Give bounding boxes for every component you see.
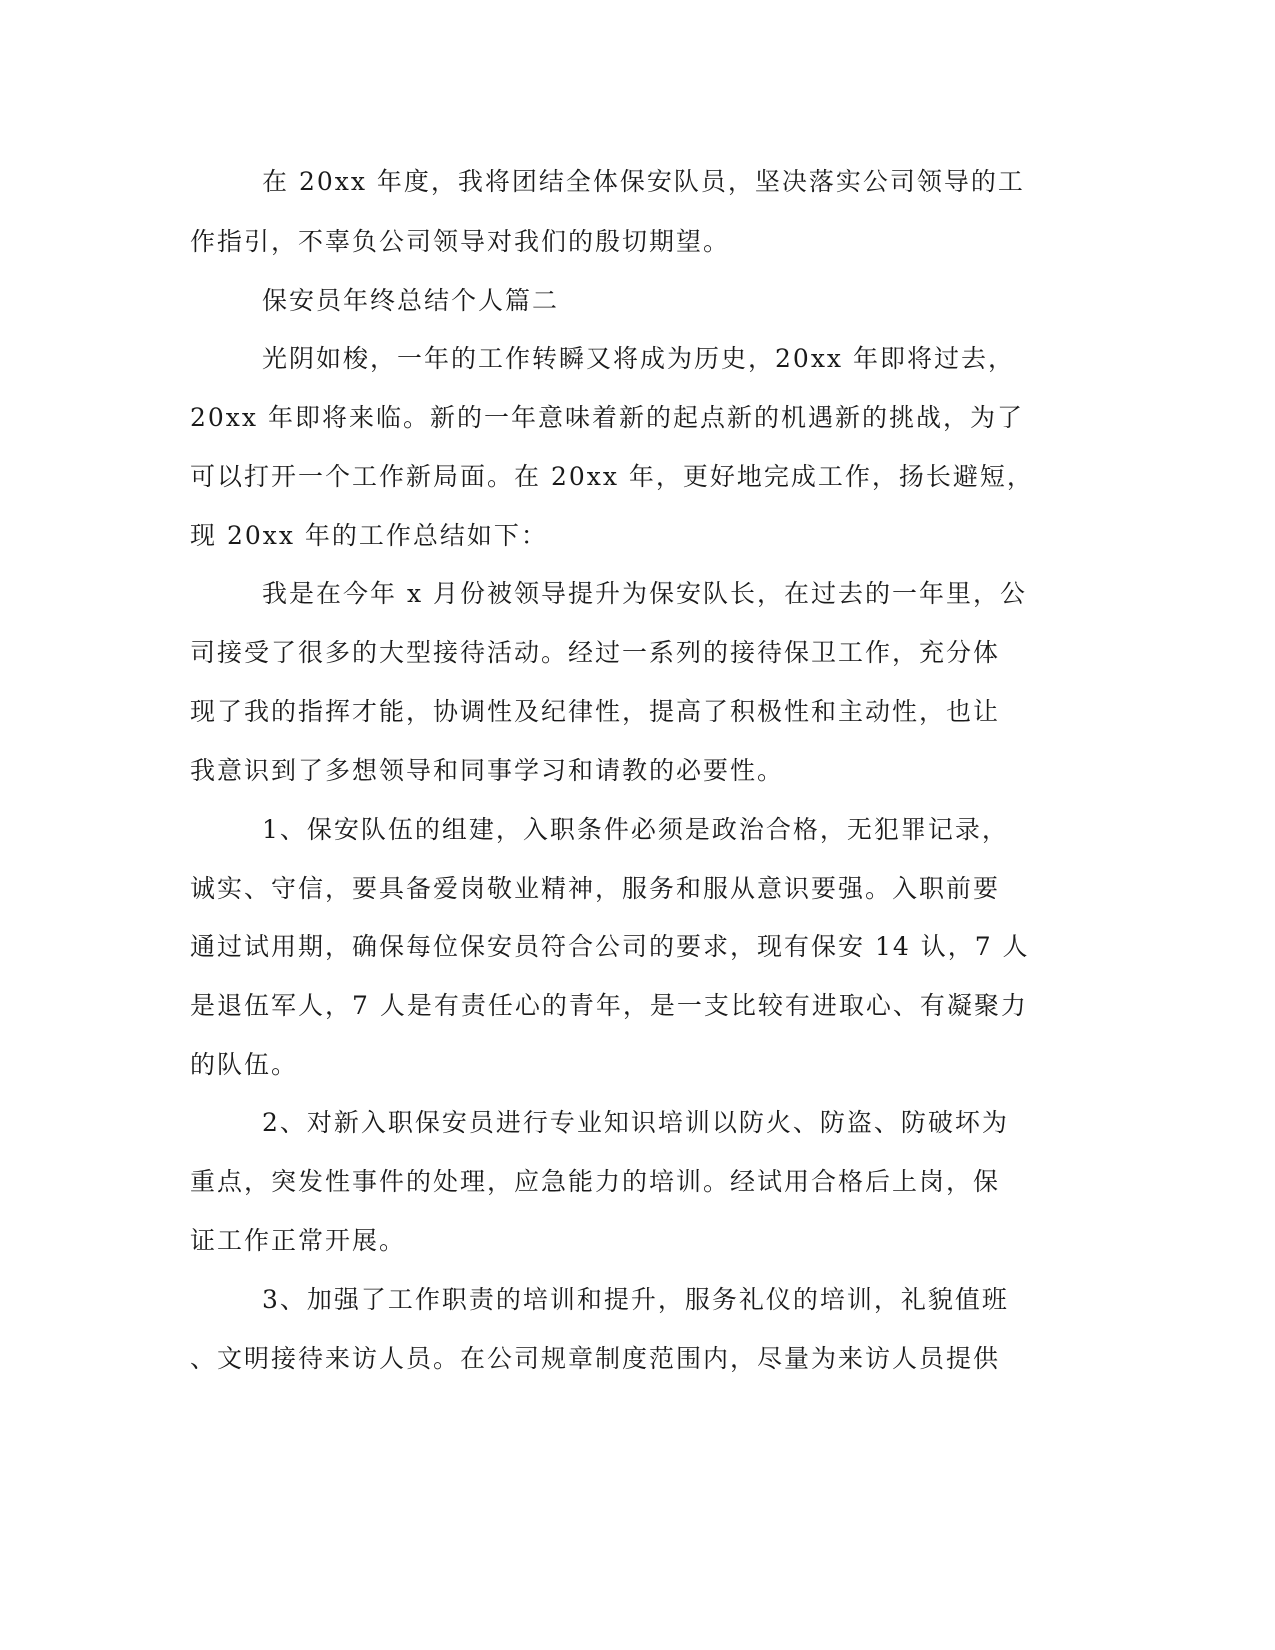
paragraph-line: 2、对新入职保安员进行专业知识培训以防火、防盗、防破坏为 [262,1108,1009,1137]
paragraph-line: 我是在今年 x 月份被领导提升为保安队长，在过去的一年里，公 [262,579,1027,608]
paragraph-line: 20xx 年即将来临。新的一年意味着新的起点新的机遇新的挑战，为了 [190,403,1024,432]
paragraph-line: 我意识到了多想领导和同事学习和请教的必要性。 [190,756,785,785]
paragraph-line: 司接受了很多的大型接待活动。经过一系列的接待保卫工作，充分体 [190,638,1001,667]
paragraph-line: 在 20xx 年度，我将团结全体保安队员，坚决落实公司领导的工 [262,167,1025,196]
paragraph-line: 1、保安队伍的组建，入职条件必须是政治合格，无犯罪记录， [262,815,1009,844]
paragraph-line: 光阴如梭，一年的工作转瞬又将成为历史，20xx 年即将过去， [262,344,1015,373]
paragraph-line: 作指引，不辜负公司领导对我们的殷切期望。 [190,227,731,256]
paragraph-line: 3、加强了工作职责的培训和提升，服务礼仪的培训，礼貌值班 [262,1285,1009,1314]
paragraph-line: 可以打开一个工作新局面。在 20xx 年，更好地完成工作，扬长避短， [190,462,1034,491]
paragraph-line: 证工作正常开展。 [190,1226,407,1255]
paragraph-line: 重点，突发性事件的处理，应急能力的培训。经试用合格后上岗，保 [190,1167,1001,1196]
paragraph-line: 现 20xx 年的工作总结如下： [190,521,548,550]
paragraph-line: 是退伍军人，7 人是有责任心的青年，是一支比较有进取心、有凝聚力 [190,991,1028,1020]
section-heading: 保安员年终总结个人篇二 [262,286,560,315]
paragraph-line: 的队伍。 [190,1050,299,1079]
paragraph-line: 现了我的指挥才能，协调性及纪律性，提高了积极性和主动性，也让 [190,697,1001,726]
paragraph-line: 通过试用期，确保每位保安员符合公司的要求，现有保安 14 认，7 人 [190,932,1030,961]
paragraph-line: 、文明接待来访人员。在公司规章制度范围内，尽量为来访人员提供 [190,1344,1001,1373]
paragraph-line: 诚实、守信，要具备爱岗敬业精神，服务和服从意识要强。入职前要 [190,874,1001,903]
